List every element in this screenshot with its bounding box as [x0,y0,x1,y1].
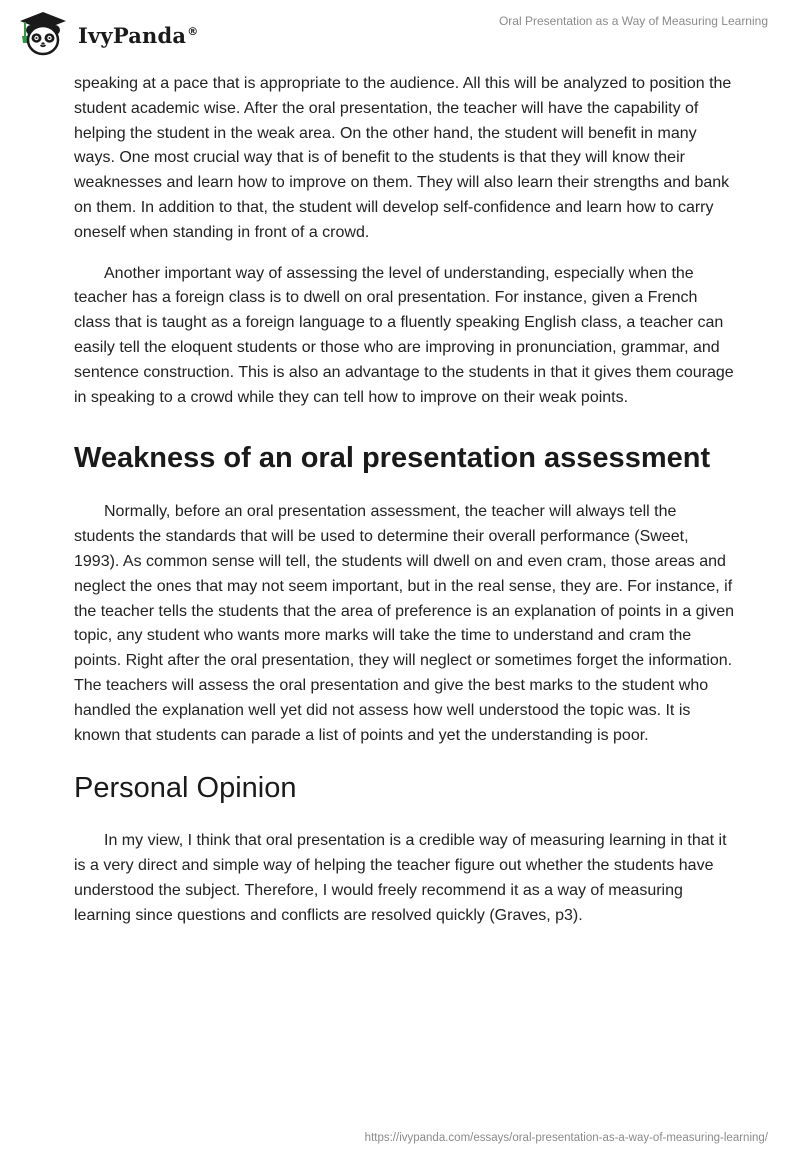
paragraph-weakness: Normally, before an oral presentation assessment, the teacher will always tell the students the standards that will be used to determine their overall performance (Sweet, 1993). As common sense will tell, the students will dwell on and even cram, those areas and neglect the ones that may not seem important, but in the real sense, they are. For instance, if the teacher tells the students that the area of preference is an explanation of points in a given topic, any student who wants more marks will take the time to understand and cram the points. Right after the oral presentation, they will neglect or sometimes forget the information. The teachers will assess the oral presentation and give the best marks to the student who handled the explanation well yet did not assess how well understood the topic was. It is known that students can parade a list of points and yet the understanding is poor. [74,503,734,744]
paragraph-opinion: In my view, I think that oral presentation is a credible way of measuring learning in that it is a very direct and simple way of helping the teacher figure out whether the students have understood the subject. Therefore, I would freely recommend it as a way of measuring learning since questions and conflicts are resolved quickly (Graves, p3). [74,832,727,924]
section-heading-opinion: Personal Opinion [74,772,297,805]
source-url[interactable]: https://ivypanda.com/essays/oral-presentation-as-a-way-of-measuring-learning/ [364,1132,768,1144]
page-header [0,0,800,64]
essay-content [74,72,734,929]
paragraph-intro-1: speaking at a pace that is appropriate to the audience. All this will be analyzed to position the student academic wise. After the oral presentation, the teacher will have the capability of helping the student in the weak area. On the other hand, the student will benefit in many ways. One most crucial way that is of benefit to the students is that they will know their weaknesses and learn how to improve on them. They will also learn their strengths and bank on them. In addition to that, the student will develop self-confidence and learn how to carry oneself when standing in front of a crowd. [74,75,732,241]
document-title: Oral Presentation as a Way of Measuring Learning [498,14,768,28]
brand-name [78,23,198,48]
brand-name-text: IvyPanda [78,22,187,48]
brand-logo[interactable] [16,10,198,56]
section-heading-weakness: Weakness of an oral presentation assessment [74,442,711,475]
panda-logo-icon [16,10,72,56]
registered-mark: ® [187,24,199,38]
paragraph-intro-2: Another important way of assessing the level of understanding, especially when the teacher has a foreign class is to dwell on oral presentation. For instance, given a French class that is taught as a foreign language to a fluently speaking English class, a teacher can easily tell the eloquent students or those who are improving in pronunciation, grammar, and sentence construction. This is also an advantage to the students in that it gives them courage in speaking to a crowd while they can tell how to improve on their weak points. [74,264,734,406]
